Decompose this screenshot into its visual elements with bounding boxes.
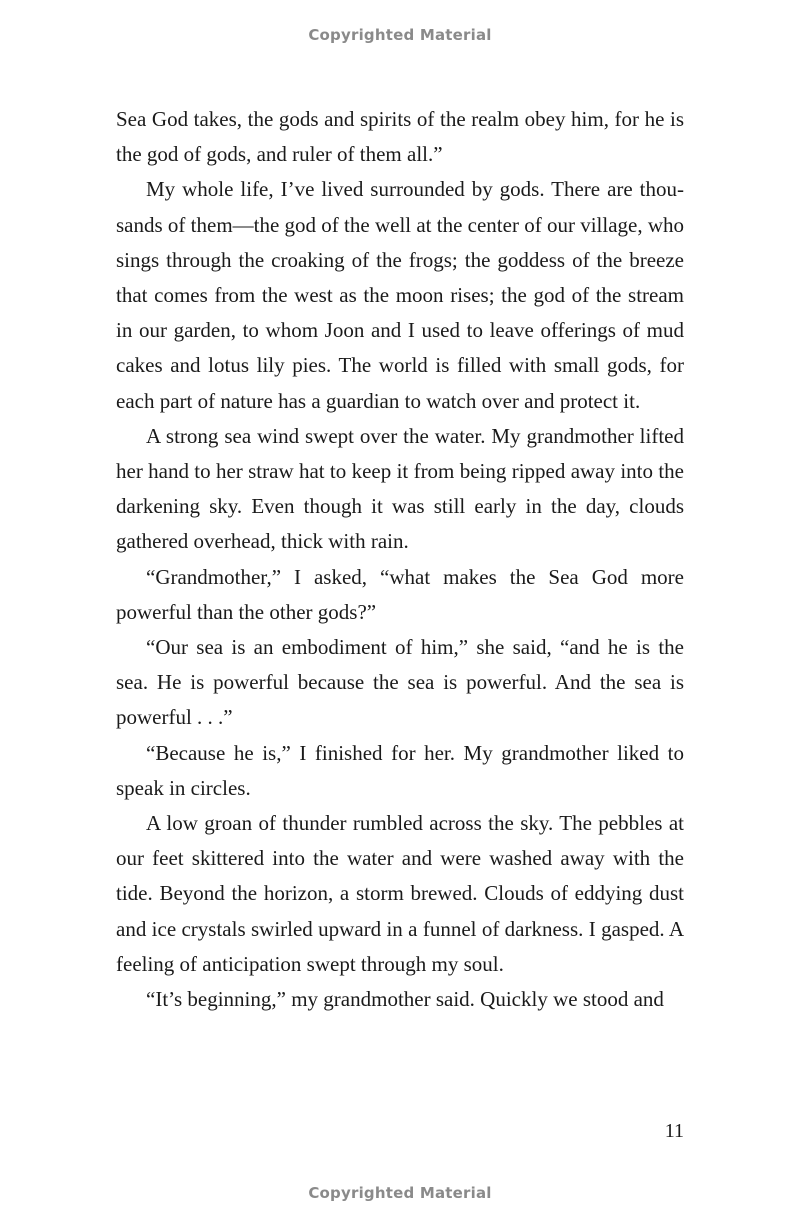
paragraph-2: My whole life, I’ve lived surrounded by gods. There are thousands of them—the god of the well at the center of our village, who sings through the croaking of the frogs; the goddess of the breeze that comes from the west as the moon rises; the god of the stream in our garden, to whom Joon and I used to leave offerings of mud cakes and lotus lily pies. The world is filled with small gods, for each part of nature has a guardian to watch over and protect it. [116,177,685,413]
paragraph-8: “It’s beginning,” my grandmother said. Quickly we stood and [146,987,664,1012]
watermark-bottom: Copyrighted Material [308,1184,492,1202]
paragraph-6: “Because he is,” I finished for her. My grandmother liked to speak in circles. [116,740,684,800]
watermark-top: Copyrighted Material [308,26,492,44]
page-body [116,102,684,1017]
paragraph-3: A strong sea wind swept over the water. My grandmother lifted her hand to her straw hat to keep it from being ripped away into the darkening sky. Even though it was still early in the day, clouds gathered overhead, thick with rain. [116,423,684,554]
page-number: 11 [664,1120,684,1142]
paragraph-1: Sea God takes, the gods and spirits of the realm obey him, for he is the god of gods, and ruler of them all.” [116,107,684,167]
paragraph-4: “Grandmother,” I asked, “what makes the Sea God more powerful than the other gods?” [116,564,684,624]
paragraph-5: “Our sea is an embodiment of him,” she said, “and he is the sea. He is powerful because the sea is powerful. And the sea is powerful . . .” [116,635,684,730]
paragraph-7: A low groan of thunder rumbled across the sky. The pebbles at our feet skittered into the water and were washed away with the tide. Beyond the horizon, a storm brewed. Clouds of eddying dust and ice crystals swirled upward in a funnel of darkness. I gasped. A feeling of anticipation swept through my soul. [116,811,684,976]
